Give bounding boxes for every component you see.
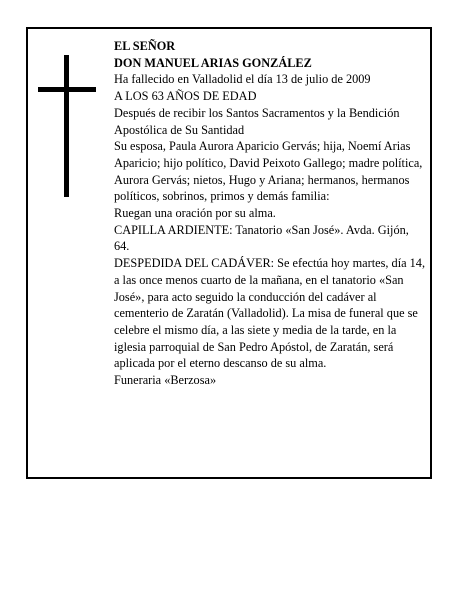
farewell-paragraph: DESPEDIDA DEL CADÁVER: Se efectúa hoy martes, día 14, a las once menos cuarto de la mañana, en el tanatorio «San José», para acto seguido la conducción del cadáver al cementerio de Zaratán (Valladolid). La misa de funeral que se celebre el mismo día, a las siete y media de la tarde, en la iglesia parroquial de San Pedro Apóstol, de Zaratán, será aplicada por el eterno descanso de su alma. xyxy=(114,256,426,371)
prayer-line: Ruegan una oración por su alma. xyxy=(114,206,276,221)
death-line: Ha fallecido en Valladolid el día 13 de julio de 2009 xyxy=(114,72,371,87)
cross-vertical-bar xyxy=(64,55,69,197)
title-line-1: EL SEÑOR xyxy=(114,39,176,53)
age-line: A LOS 63 AÑOS DE EDAD xyxy=(114,89,257,104)
obituary-text xyxy=(114,38,426,389)
sacraments-paragraph: Después de recibir los Santos Sacramentos y la Bendición Apostólica de Su Santidad xyxy=(114,105,400,137)
cross-icon xyxy=(38,55,96,197)
deceased-name: DON MANUEL ARIAS GONZÁLEZ xyxy=(114,55,312,70)
chapel-paragraph: CAPILLA ARDIENTE: Tanatorio «San José». Avda. Gijón, 64. xyxy=(114,222,409,254)
family-paragraph: Su esposa, Paula Aurora Aparicio Gervás; hija, Noemí Arias Aparicio; hijo político, David Peixoto Gallego; madre política, Aurora Gervás; nietos, Hugo y Ariana; hermanos, hermanos políticos, sobrinos, primos y demás familia: xyxy=(114,139,423,204)
funeral-home: Funeraria «Berzosa» xyxy=(114,373,217,388)
cross-horizontal-bar xyxy=(38,87,96,92)
